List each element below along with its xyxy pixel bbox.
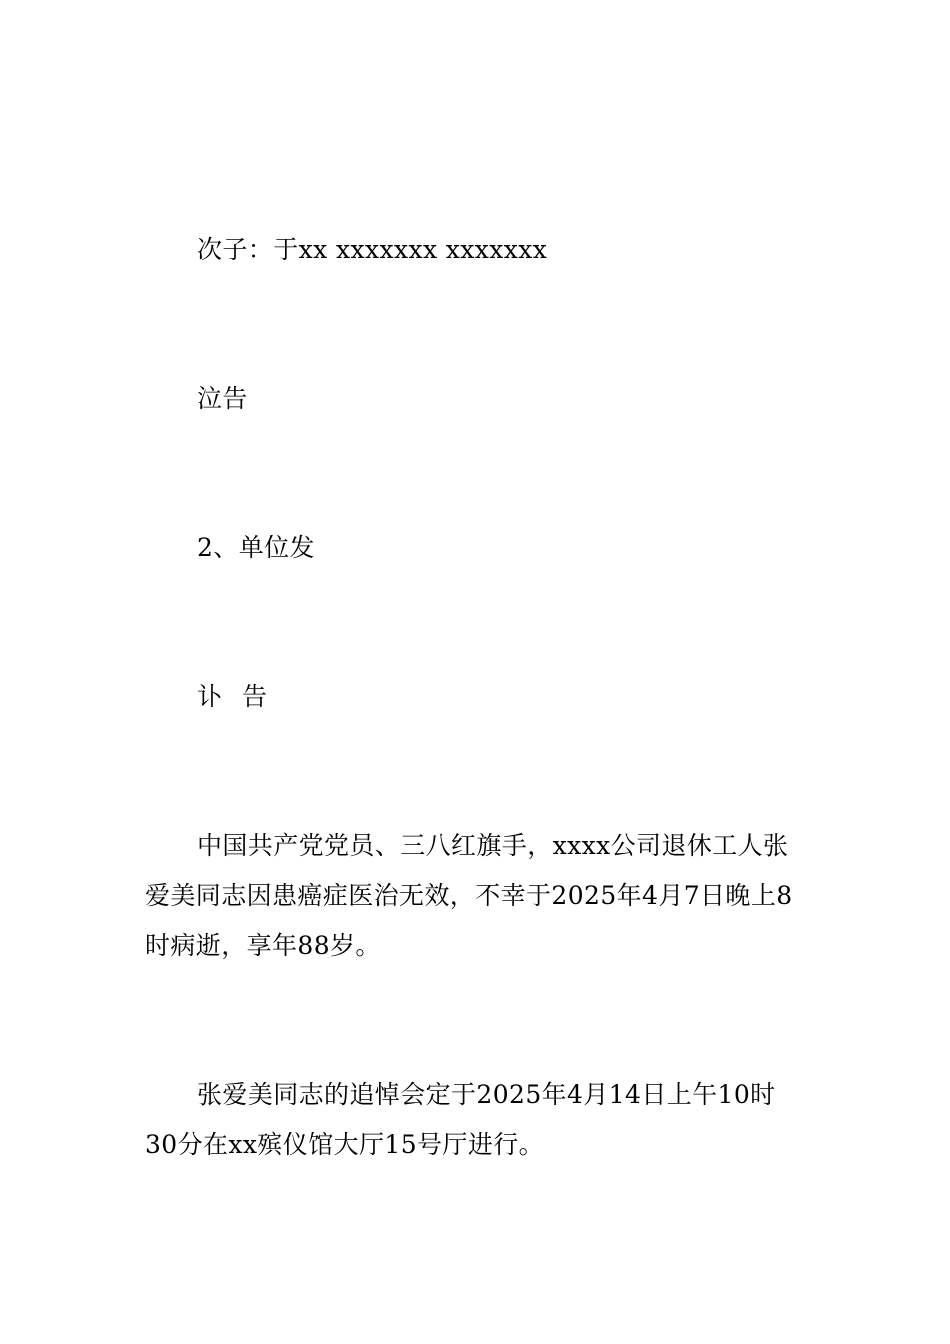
weep-notice-line: 泣告 — [197, 384, 248, 413]
paragraph-line: 中国共产党党员、三八红旗手，xxxx公司退休工人张 — [197, 831, 789, 860]
obituary-title: 讣 告 — [197, 682, 273, 711]
paragraph-line: 30分在xx殡仪馆大厅15号厅进行。 — [145, 1130, 545, 1159]
paragraph-line: 张爱美同志的追悼会定于2025年4月14日上午10时 — [197, 1080, 776, 1109]
second-son-line: 次子：于xx xxxxxxx xxxxxxx — [197, 235, 548, 264]
paragraph-line: 爱美同志因患癌症医治无效，不幸于2025年4月7日晚上8 — [145, 881, 793, 910]
section-heading: 2、单位发 — [197, 533, 315, 562]
paragraph-line: 时病逝，享年88岁。 — [145, 931, 381, 960]
